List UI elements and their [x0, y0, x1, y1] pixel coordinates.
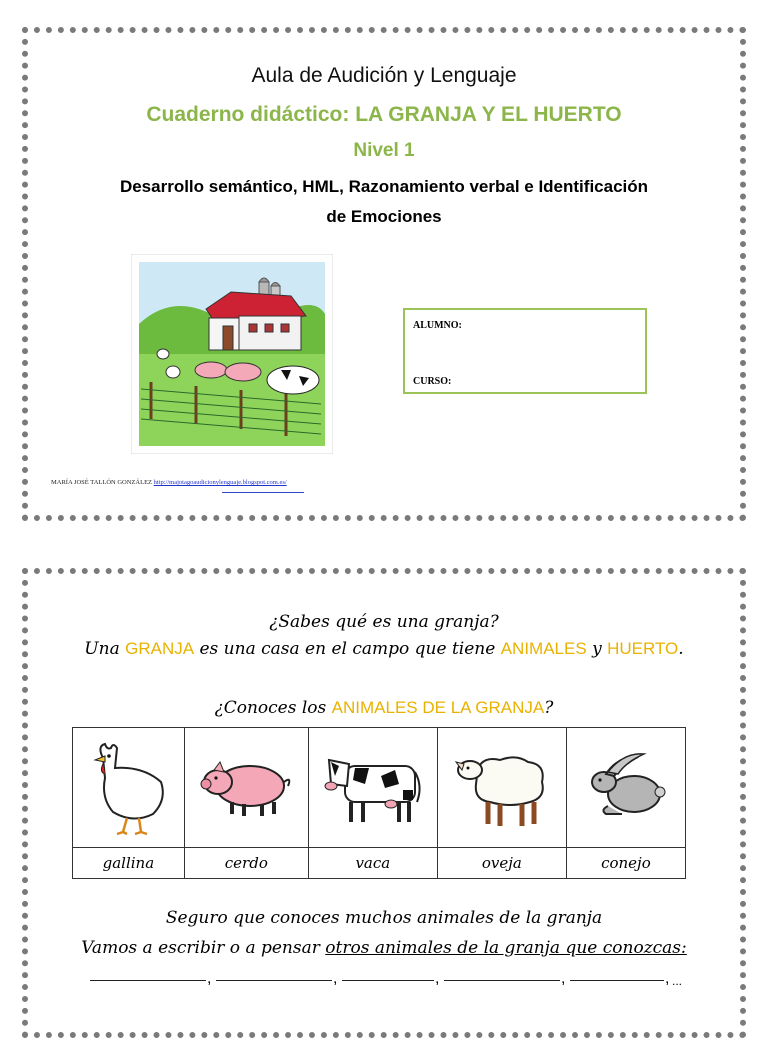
- animal-names-row: [73, 848, 686, 879]
- author-link-underline: [222, 492, 304, 493]
- blank-separator-5: ,: [665, 970, 670, 987]
- pig-icon: [196, 748, 296, 828]
- question2-prefix: ¿Conoces los: [214, 698, 332, 718]
- animal-cell-sheep: [437, 728, 566, 848]
- author-name: MARÍA JOSÉ TALLÓN GONZÁLEZ: [51, 479, 153, 486]
- blank-separator-4: ,: [561, 970, 566, 987]
- animal-cell-rabbit: [566, 728, 685, 848]
- animal-name-rabbit: conejo: [566, 848, 685, 879]
- rabbit-icon: [578, 750, 674, 826]
- definition-prefix: Una: [84, 639, 126, 659]
- sheep-icon: [450, 744, 554, 832]
- blank-separator-3: ,: [435, 970, 440, 987]
- cover-description: [0, 172, 768, 232]
- animal-cell-cow: [308, 728, 437, 848]
- definition-word-granja: GRANJA: [125, 639, 195, 658]
- definition-end: .: [678, 639, 684, 659]
- animal-images-row: [73, 728, 686, 848]
- blank-separator-2: ,: [333, 970, 338, 987]
- cow-icon: [321, 746, 425, 830]
- animal-name-pig: cerdo: [184, 848, 308, 879]
- closing-line-2: [0, 938, 768, 958]
- animals-table: [72, 727, 686, 879]
- animal-cell-hen: [73, 728, 185, 848]
- animal-name-hen: gallina: [73, 848, 185, 879]
- answer-blank-1[interactable]: [90, 980, 206, 981]
- answer-blank-3[interactable]: [342, 980, 434, 981]
- cover-description-line2: de Emociones: [326, 207, 442, 226]
- cover-level: Nivel 1: [353, 140, 415, 161]
- definition-and: y: [586, 639, 608, 659]
- closing-line-1: Seguro que conoces muchos animales de la granja: [165, 908, 603, 928]
- hen-icon: [83, 738, 173, 838]
- answer-blank-2[interactable]: [216, 980, 332, 981]
- answer-blank-4[interactable]: [444, 980, 560, 981]
- question2-end: ?: [544, 698, 554, 718]
- question2-highlight: ANIMALES DE LA GRANJA: [331, 698, 545, 717]
- answer-blank-5[interactable]: [570, 980, 664, 981]
- animal-name-cow: vaca: [308, 848, 437, 879]
- farm-definition: [0, 639, 768, 659]
- course-label: CURSO:: [413, 376, 452, 387]
- farm-illustration: [131, 254, 333, 454]
- animal-name-sheep: oveja: [437, 848, 566, 879]
- blank-separator-1: ,: [207, 970, 212, 987]
- definition-middle: es una casa en el campo que tiene: [194, 639, 501, 659]
- animal-cell-pig: [184, 728, 308, 848]
- cover-title: Aula de Audición y Lenguaje: [251, 64, 517, 87]
- author-credit: [51, 479, 287, 486]
- definition-word-huerto: HUERTO: [607, 639, 679, 658]
- definition-word-animales: ANIMALES: [500, 639, 587, 658]
- blank-ellipsis: ...: [672, 974, 683, 988]
- question-what-is-farm: ¿Sabes qué es una granja?: [269, 612, 499, 632]
- closing-line-2-underlined: otros animales de la granja que conozcas:: [325, 938, 687, 958]
- closing-line-2-prefix: Vamos a escribir o a pensar: [81, 938, 326, 958]
- student-info-box: [403, 308, 647, 394]
- author-blog-link[interactable]: http://majotagoaudicionylenguaje.blogspot.com.es/: [153, 479, 287, 486]
- student-label: ALUMNO:: [413, 320, 462, 331]
- question-do-you-know-animals: [0, 698, 768, 718]
- cover-subtitle: Cuaderno didáctico: LA GRANJA Y EL HUERTO: [146, 103, 622, 126]
- cover-description-line1: Desarrollo semántico, HML, Razonamiento verbal e Identificación: [119, 177, 649, 196]
